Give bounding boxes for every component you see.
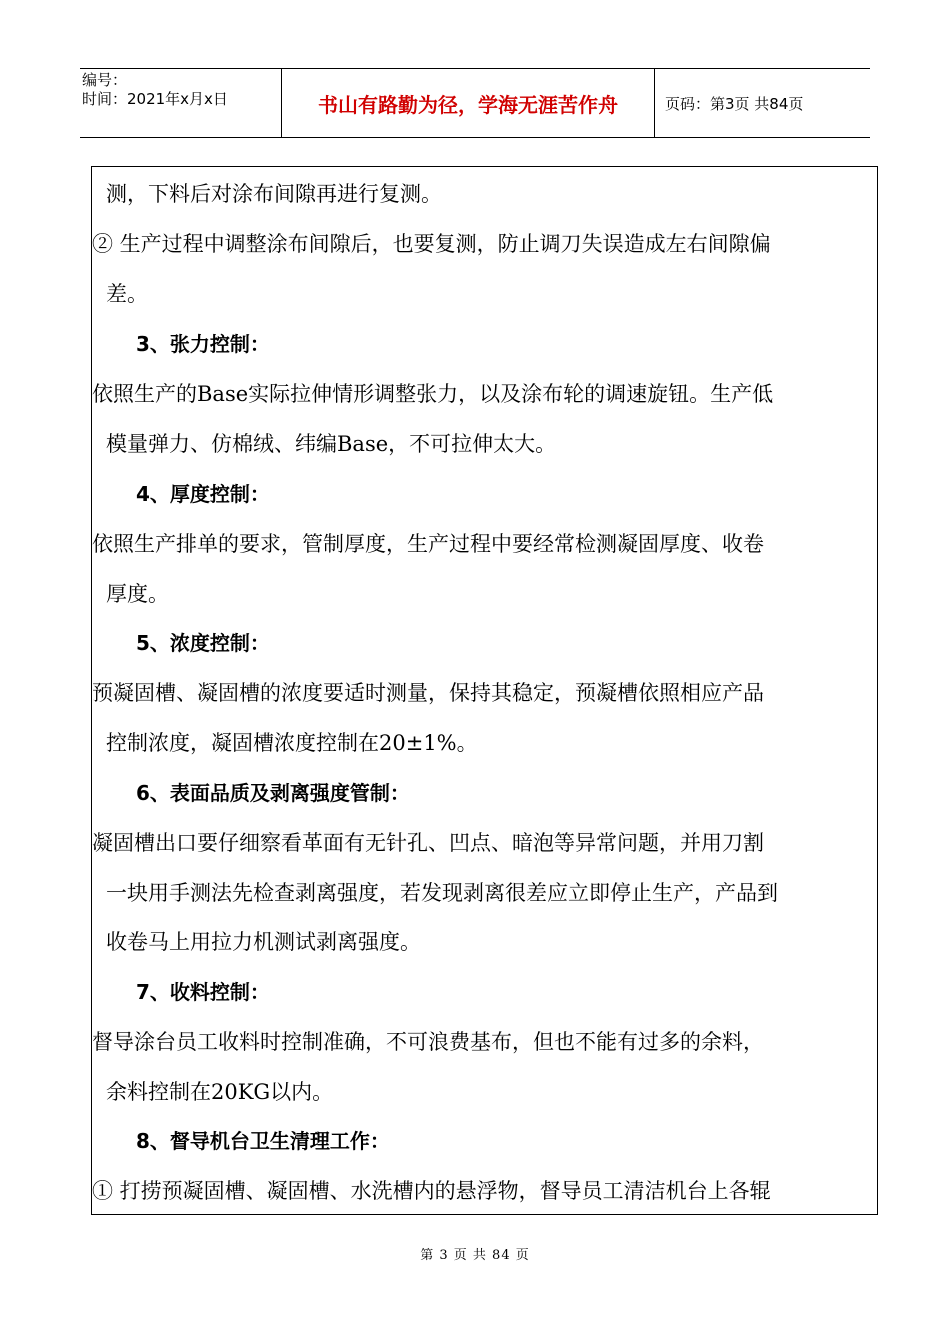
- body-line: 余料控制在20KG以内。: [106, 1080, 334, 1104]
- body-line: 厚度。: [106, 582, 169, 606]
- section-heading: 3、张力控制：: [136, 332, 270, 356]
- section-heading: 8、督导机台卫生清理工作：: [136, 1129, 390, 1153]
- body-line: 督导涂台员工收料时控制准确，不可浪费基布，但也不能有过多的余料，: [92, 1030, 764, 1054]
- section-heading: 5、浓度控制：: [136, 631, 270, 655]
- body-line: 控制浓度，凝固槽浓度控制在20±1%。: [106, 731, 478, 755]
- body-line: 差。: [106, 282, 148, 306]
- section-heading: 7、收料控制：: [136, 980, 270, 1004]
- body-line: ② 生产过程中调整涂布间隙后，也要复测，防止调刀失误造成左右间隙偏: [92, 232, 771, 256]
- header-page-info: 页码：第3页 共84页: [665, 94, 804, 113]
- page-footer: 第 3 页 共 84 页: [420, 1248, 530, 1263]
- body-line: 凝固槽出口要仔细察看革面有无针孔、凹点、暗泡等异常问题，并用刀割: [92, 831, 764, 855]
- section-heading: 4、厚度控制：: [136, 482, 270, 506]
- body-line: 依照生产排单的要求，管制厚度，生产过程中要经常检测凝固厚度、收卷: [92, 532, 764, 556]
- content-frame: [91, 166, 878, 1215]
- body-line: 测，下料后对涂布间隙再进行复测。: [106, 182, 442, 206]
- body-line: 收卷马上用拉力机测试剥离强度。: [106, 930, 421, 954]
- body-line: ① 打捞预凝固槽、凝固槽、水洗槽内的悬浮物，督导员工清洁机台上各辊: [92, 1179, 771, 1203]
- header-motto: 书山有路勤为径，学海无涯苦作舟: [282, 69, 655, 137]
- document-number-label: 编号：: [82, 71, 128, 89]
- page-header: [80, 68, 870, 138]
- body-line: 依照生产的Base实际拉伸情形调整张力，以及涂布轮的调速旋钮。生产低: [92, 382, 774, 406]
- body-line: 一块用手测法先检查剥离强度，若发现剥离很差应立即停止生产，产品到: [106, 881, 778, 905]
- body-line: 模量弹力、仿棉绒、纬编Base，不可拉伸太大。: [106, 432, 557, 456]
- section-heading: 6、表面品质及剥离强度管制：: [136, 781, 410, 805]
- document-time-label: 时间：2021年x月x日: [82, 90, 228, 108]
- header-meta: [80, 69, 282, 137]
- body-line: 预凝固槽、凝固槽的浓度要适时测量，保持其稳定，预凝槽依照相应产品: [92, 681, 764, 705]
